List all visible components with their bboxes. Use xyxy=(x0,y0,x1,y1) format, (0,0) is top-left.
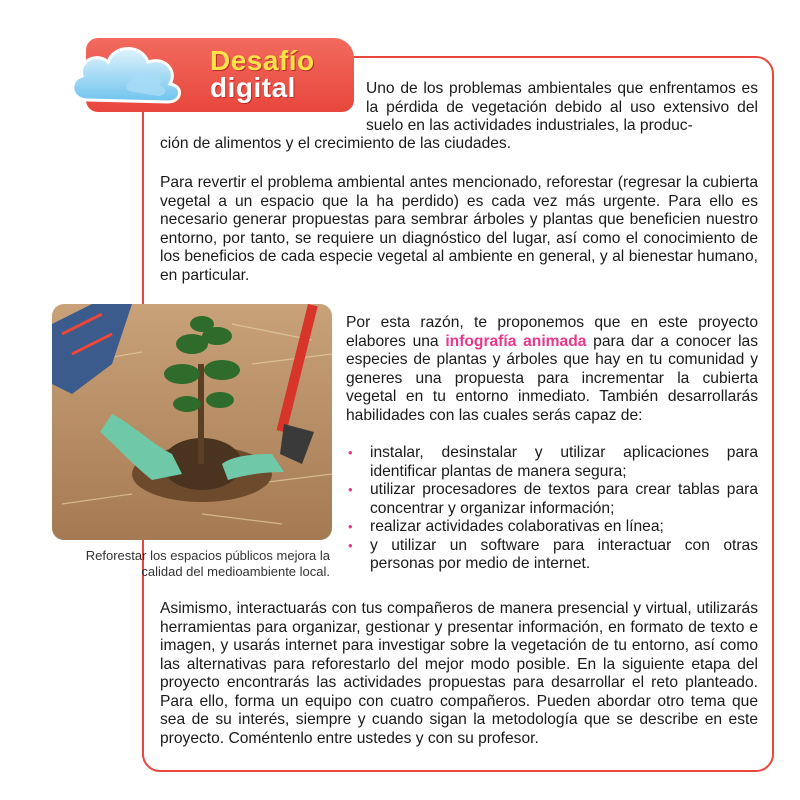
highlight-infografia: infografía animada xyxy=(445,332,587,350)
list-item-text: instalar, desinstalar y utilizar aplicaciones para identificar plantas de manera segura; xyxy=(370,444,758,480)
list-item-text: y utilizar un software para interactuar con otras personas por medio de internet. xyxy=(370,536,758,572)
bullet-marker: • xyxy=(348,445,353,460)
paragraph-reforestation: Para revertir el problema ambiental antes mencionado, reforestar (regresar la cubierta vegetal a un espacio que la ha perdido) es cada vez más urgente. Para ello es necesario generar propuestas para sembrar árboles y plantas que beneficien nuestro entorno, por tanto, se requiere un diagnóstico del lugar, así como el conocimiento de los beneficios de cada especie vegetal al ambiente en general, y al bienestar humano, en particular. xyxy=(160,174,758,284)
cloud-icon xyxy=(60,30,210,110)
project-text-before: Por esta razón, te proponemos que en este proyecto elabores una xyxy=(346,314,758,350)
paragraph-collaboration: Asimismo, interactuarás con tus compañeros de manera presencial y virtual, utilizarás herramientas para organizar, gestionar y presentar información, en formato de texto e imagen, y usarás internet para investigar sobre la vegetación de tu entorno, así como las alternativas para reforestarlo del mejor modo posible. En la siguiente etapa del proyecto encontrarás las actividades propuestas para desarrollar el reto planteado. Para ello, forma un equipo con cuatro compañeros. Pueden abordar otro tema que sea de su interés, siempre y cuando sigan la metodología que se describe en este proyecto. Coméntenlo entre ustedes y con su profesor. xyxy=(160,600,758,747)
page-title xyxy=(210,47,350,101)
photo-caption: Reforestar los espacios públicos mejora la calidad del medioambiente local. xyxy=(85,548,330,579)
title-line-2: digital xyxy=(210,72,296,103)
list-item-text: utilizar procesadores de textos para crear tablas para concentrar y organizar información; xyxy=(370,481,758,517)
intro-paragraph-b: ción de alimentos y el crecimiento de las ciudades. xyxy=(160,135,512,152)
intro-paragraph-a: Uno de los problemas ambientales que enfrentamos es la pérdida de vegetación debido al uso extensivo del suelo en las actividades industriales, la produc- xyxy=(366,80,758,134)
list-item xyxy=(346,537,758,574)
project-text-after: para dar a conocer las especies de plantas y árboles que hay en tu comunidad y generes una propuesta para incrementar la cubierta vegetal en tu entorno inmediato. También desarrollarás habilidades con las cuales serás capaz de: xyxy=(346,332,758,424)
list-item-text: realizar actividades colaborativas en línea; xyxy=(370,518,664,535)
title-line-1: Desafío xyxy=(210,45,315,76)
bullet-marker: • xyxy=(348,537,353,553)
skills-list xyxy=(346,444,758,574)
list-item xyxy=(346,518,758,537)
list-item xyxy=(346,481,758,518)
bullet-marker: • xyxy=(348,482,353,497)
reforestation-photo xyxy=(52,304,332,540)
bullet-marker: • xyxy=(348,519,353,534)
paragraph-project xyxy=(346,314,758,425)
list-item xyxy=(346,444,758,481)
